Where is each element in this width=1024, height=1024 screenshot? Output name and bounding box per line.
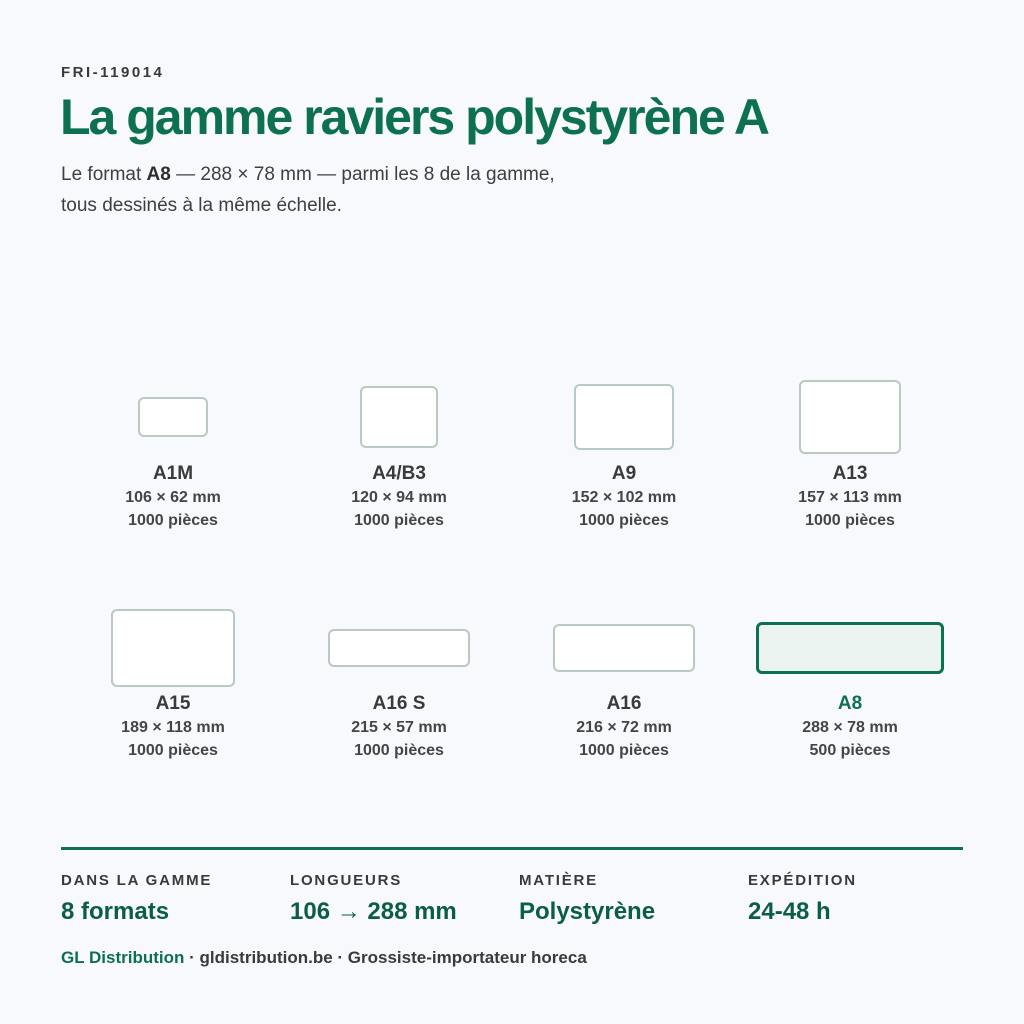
format-name: A4/B3	[372, 463, 426, 484]
tray-a9	[574, 384, 674, 451]
tray-a1m	[138, 397, 208, 438]
stat-item	[748, 872, 857, 926]
format-name: A13	[832, 463, 868, 484]
format-label	[511, 692, 737, 762]
format-dimensions: 152 × 102 mm	[571, 489, 677, 506]
format-label	[60, 692, 286, 762]
format-name: A16	[606, 693, 642, 714]
subtitle-post: — 288 × 78 mm — parmi les 8 de la gamme, tous dessinés à la même échelle.	[61, 164, 555, 216]
format-label	[737, 692, 963, 762]
format-label	[511, 462, 737, 532]
tray-a13	[799, 380, 902, 454]
subtitle	[61, 159, 581, 221]
footer-text: · gldistribution.be · Grossiste-importateur horeca	[184, 948, 587, 967]
stat-value: 8 formats	[61, 898, 170, 925]
subtitle-highlight: A8	[146, 164, 171, 185]
product-reference: FRI-119014	[61, 64, 165, 81]
format-quantity: 1000 pièces	[579, 512, 669, 529]
format-dimensions: 189 × 118 mm	[121, 719, 225, 736]
tray-a16-s	[328, 629, 469, 666]
tray-a4-b3	[360, 386, 439, 448]
format-dimensions: 215 × 57 mm	[351, 719, 447, 736]
stat-value: 24-48 h	[748, 898, 831, 925]
format-label	[60, 462, 286, 532]
format-quantity: 1000 pièces	[354, 742, 444, 759]
stat-label: LONGUEURS	[290, 872, 403, 889]
stat-label: MATIÈRE	[519, 872, 598, 889]
format-label	[286, 692, 512, 762]
tray-a16	[553, 624, 695, 671]
stat-item	[290, 872, 457, 926]
format-name: A9	[611, 463, 637, 484]
subtitle-pre: Le format	[61, 164, 147, 185]
stat-value: Polystyrène	[519, 898, 656, 925]
divider	[61, 847, 963, 850]
footer-brand: GL Distribution	[61, 948, 185, 967]
format-name: A16 S	[372, 693, 426, 714]
format-dimensions: 157 × 113 mm	[798, 489, 902, 506]
format-quantity: 1000 pièces	[128, 512, 218, 529]
format-label	[286, 462, 512, 532]
format-name: A1M	[152, 463, 194, 484]
stat-label: EXPÉDITION	[748, 872, 857, 889]
format-quantity: 500 pièces	[809, 742, 891, 759]
format-quantity: 1000 pièces	[354, 512, 444, 529]
stat-label: DANS LA GAMME	[61, 872, 213, 889]
stat-item	[61, 872, 212, 926]
stat-value: 106 → 288 mm	[290, 898, 457, 925]
format-dimensions: 120 × 94 mm	[351, 489, 447, 506]
footer	[61, 948, 587, 968]
stat-item	[519, 872, 655, 926]
tray-a15	[111, 609, 235, 686]
format-dimensions: 216 × 72 mm	[576, 719, 672, 736]
tray-a8	[756, 622, 945, 673]
format-label	[737, 462, 963, 532]
format-name: A15	[155, 693, 191, 714]
format-dimensions: 288 × 78 mm	[802, 719, 898, 736]
page-title: La gamme raviers polystyrène A	[60, 89, 768, 145]
format-name: A8	[837, 693, 863, 714]
format-quantity: 1000 pièces	[579, 742, 669, 759]
format-quantity: 1000 pièces	[805, 512, 895, 529]
format-dimensions: 106 × 62 mm	[125, 489, 221, 506]
format-quantity: 1000 pièces	[128, 742, 218, 759]
